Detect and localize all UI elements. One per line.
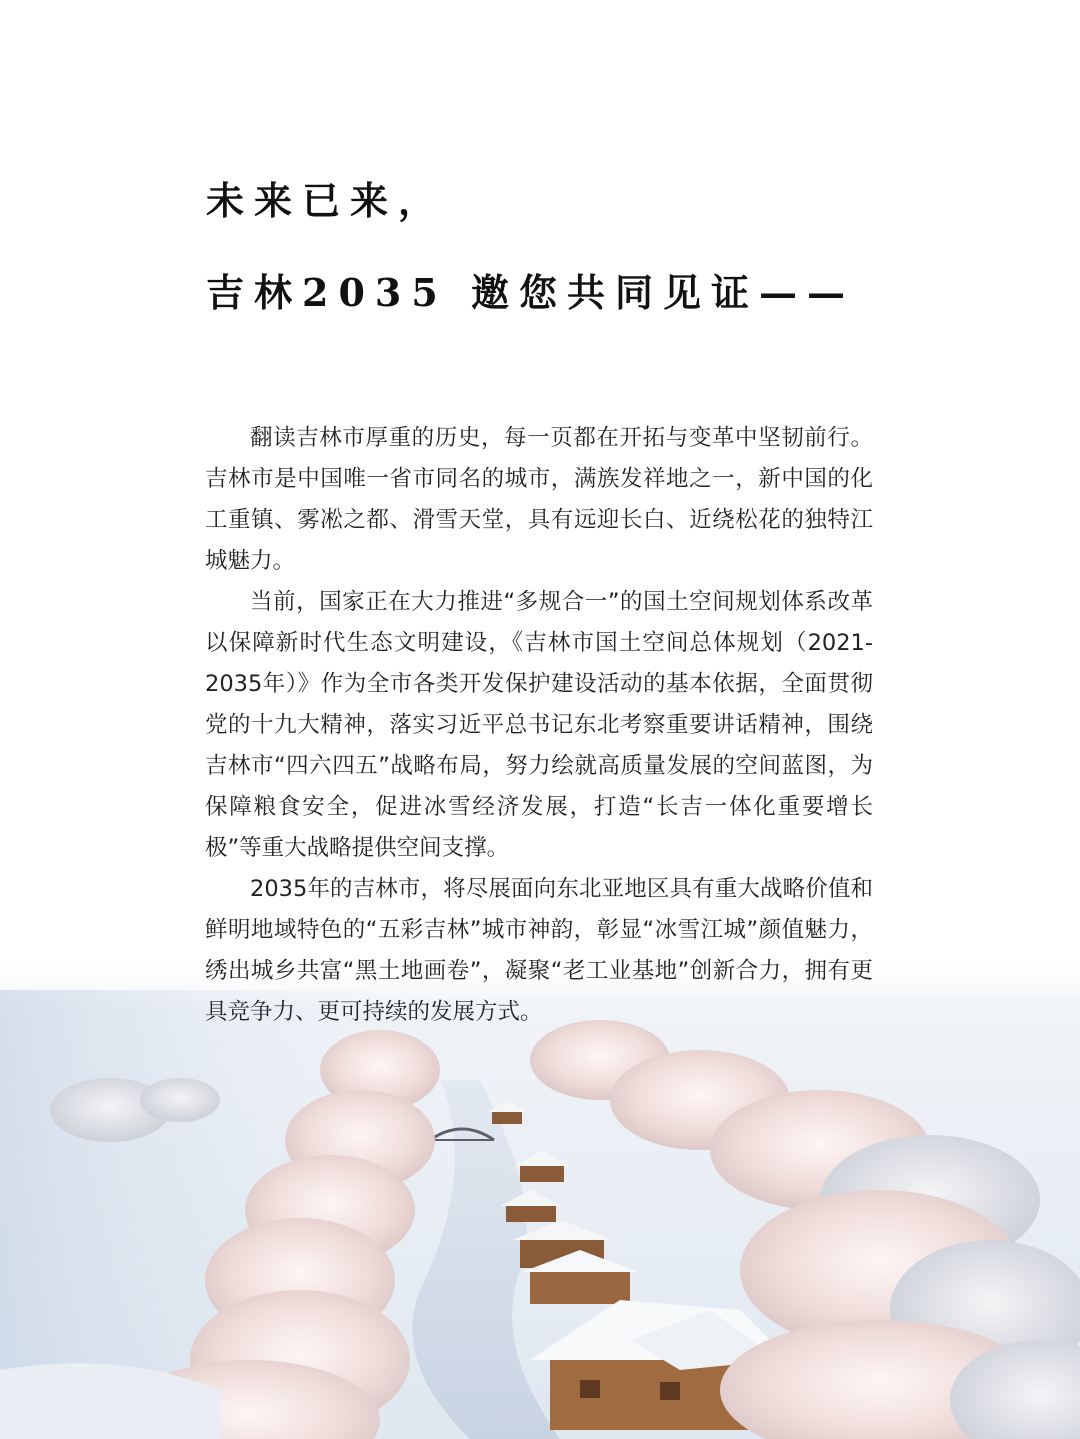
title-line-1: 未来已来， bbox=[206, 178, 447, 223]
body-text bbox=[205, 418, 873, 1033]
paragraph-2: 当前，国家正在大力推进“多规合一”的国土空间规划体系改革以保障新时代生态文明建设，《吉林市国土空间总体规划（2021-2035年）》作为全市各类开发保护建设活动的基本依据，全面贯彻党的十九大精神，落实习近平总书记东北考察重要讲话精神，围绕吉林市“四六四五”战略布局，努力绘就高质量发展的空间蓝图，为保障粮食安全，促进冰雪经济发展，打造“长吉一体化重要增长极”等重大战略提供空间支撑。 bbox=[205, 589, 873, 861]
paragraph-1: 翻读吉林市厚重的历史，每一页都在开拓与变革中坚韧前行。吉林市是中国唯一省市同名的城市，满族发祥地之一，新中国的化工重镇、雾凇之都、滑雪天堂，具有远迎长白、近绕松花的独特江城魅力。 bbox=[205, 425, 873, 574]
title-line-2: 吉林2035 邀您共同见证—— bbox=[206, 270, 855, 315]
paragraph-3: 2035年的吉林市，将尽展面向东北亚地区具有重大战略价值和鲜明地域特色的“五彩吉林”城市神韵，彰显“冰雪江城”颜值魅力，绣出城乡共富“黑土地画卷”，凝聚“老工业基地”创新合力，拥有更具竞争力、更可持续的发展方式。 bbox=[205, 876, 873, 1025]
